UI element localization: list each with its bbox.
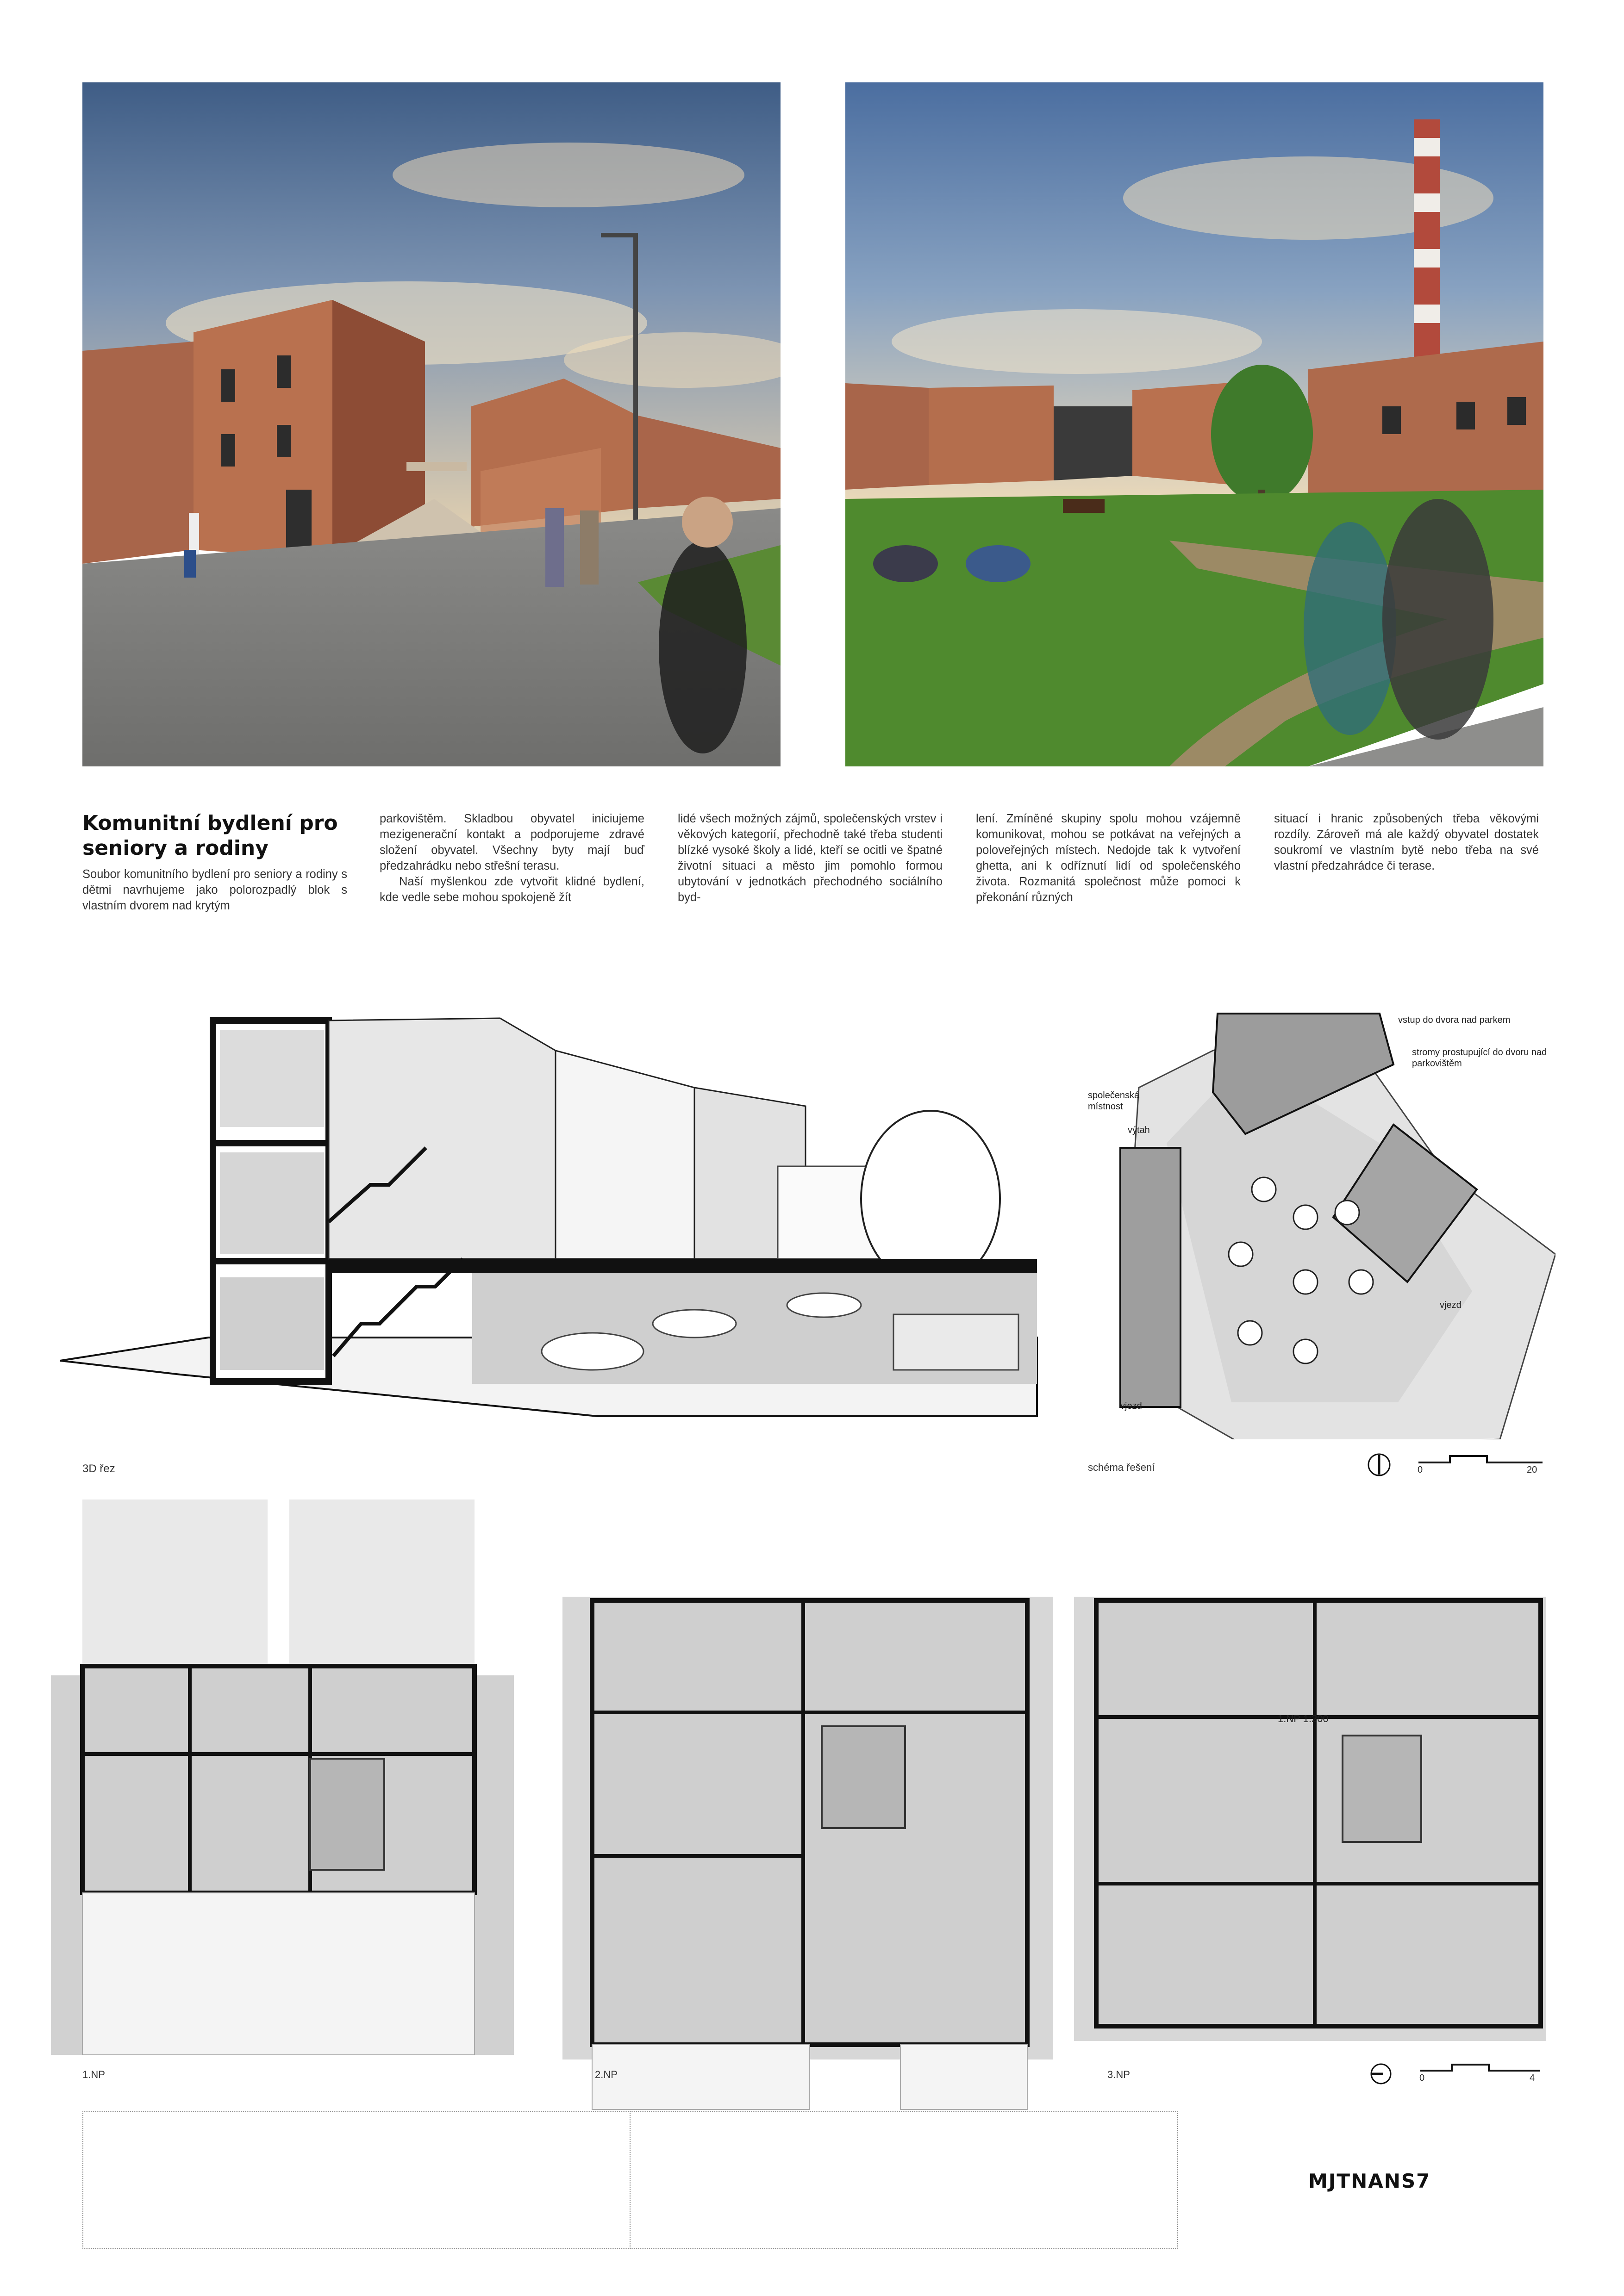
plans-scale-start: 0 [1419,2073,1425,2083]
floor-plan-2np [562,1597,1053,2110]
floor-3np-caption: 3.NP [1107,2069,1130,2080]
column-5-text: situací i hranic způsobených třeba věkovými rozdíly. Zároveň má ale každý obyvatel dostatek soukromí ve vlastním bytě nebo třeba na své vlastní předzahrádce či terase. [1274,812,1539,872]
site-label-courtyard-entry: vstup do dvora nad parkem [1398,1015,1511,1025]
article-column-5 [1274,811,1539,874]
site-label-common-room [1088,1090,1157,1112]
plans-scale-end: 4 [1530,2073,1535,2083]
footer-box-left [82,2111,631,2249]
section-3d-caption: 3D řez [82,1462,115,1475]
column-2-paragraph-1: parkovištěm. Skladbou obyvatel iniciujeme mezigenerační kontakt a podporujeme zdravé složení obyvatel. Všechny byty mají buď předzahrádku nebo střešní terasu. [380,812,644,872]
brand-logo: MJTNANS7 [1308,2170,1431,2192]
plans-scale-bar [1419,2062,1541,2073]
plans-north-arrow-icon [1369,2062,1393,2085]
site-schema-caption: schéma řešení [1088,1462,1155,1473]
site-scale-end: 20 [1527,1465,1537,1475]
floor-2np-caption: 2.NP [595,2069,618,2080]
footer-box-right [631,2111,1178,2249]
floor-plan-3np [1074,1597,1546,2041]
site-label-common-room-text: společenská místnost [1088,1090,1140,1112]
column-2-paragraph-2: Naší myšlenkou zde vytvořit klidné bydlení, kde vedle sebe mohou spokojeně žít [380,875,644,904]
site-label-entry-south: vjezd [1120,1401,1142,1411]
floor-1np-caption: 1.NP [82,2069,105,2080]
render-courtyard-view [845,82,1543,766]
site-label-elevator: výtah [1128,1125,1150,1135]
render-street-view [82,82,781,766]
section-3d-drawing [56,1000,1051,1449]
column-3-text: lidé všech možných zájmů, společenských vrstev i věkových kategorií, přechodně také třeba studenti blízké vysoké školy a lidé, kteří se ocitli ve špatné životní situaci a město jim pomohlo formou ubytování v jednotkách přechodného sociálního byd- [678,812,943,904]
floor-plan-1np [51,1500,542,2055]
floor-3np-scale-note: 1.NP 1:200 [1278,1713,1329,1724]
site-label-trees-text: stromy prostupující do dvoru nad parkovištěm [1412,1047,1547,1069]
article-intro [82,866,347,914]
article-title: Komunitní bydlení pro seniory a rodiny [82,811,338,860]
site-label-entry-east: vjezd [1440,1300,1462,1310]
site-label-trees [1412,1047,1551,1069]
site-scale-start: 0 [1418,1465,1423,1475]
article-column-2 [380,811,644,905]
article-column-4 [976,811,1241,905]
article-column-3 [678,811,943,905]
intro-text: Soubor komunitního bydlení pro seniory a rodiny s dětmi navrhujeme jako polorozpadlý blok s vlastním dvorem nad krytým [82,868,347,912]
north-arrow-icon [1367,1452,1392,1477]
column-4-text: lení. Zmíněné skupiny spolu mohou vzájemně komunikovat, mohou se potkávat na veřejných a poloveřejných místech. Nedojde tak k vytvoření ghetta, ani k odříznutí lidí od společenského života. Rozmanitá společnost může pomoci k překonání různých [976,812,1241,904]
site-scale-bar [1418,1453,1543,1465]
